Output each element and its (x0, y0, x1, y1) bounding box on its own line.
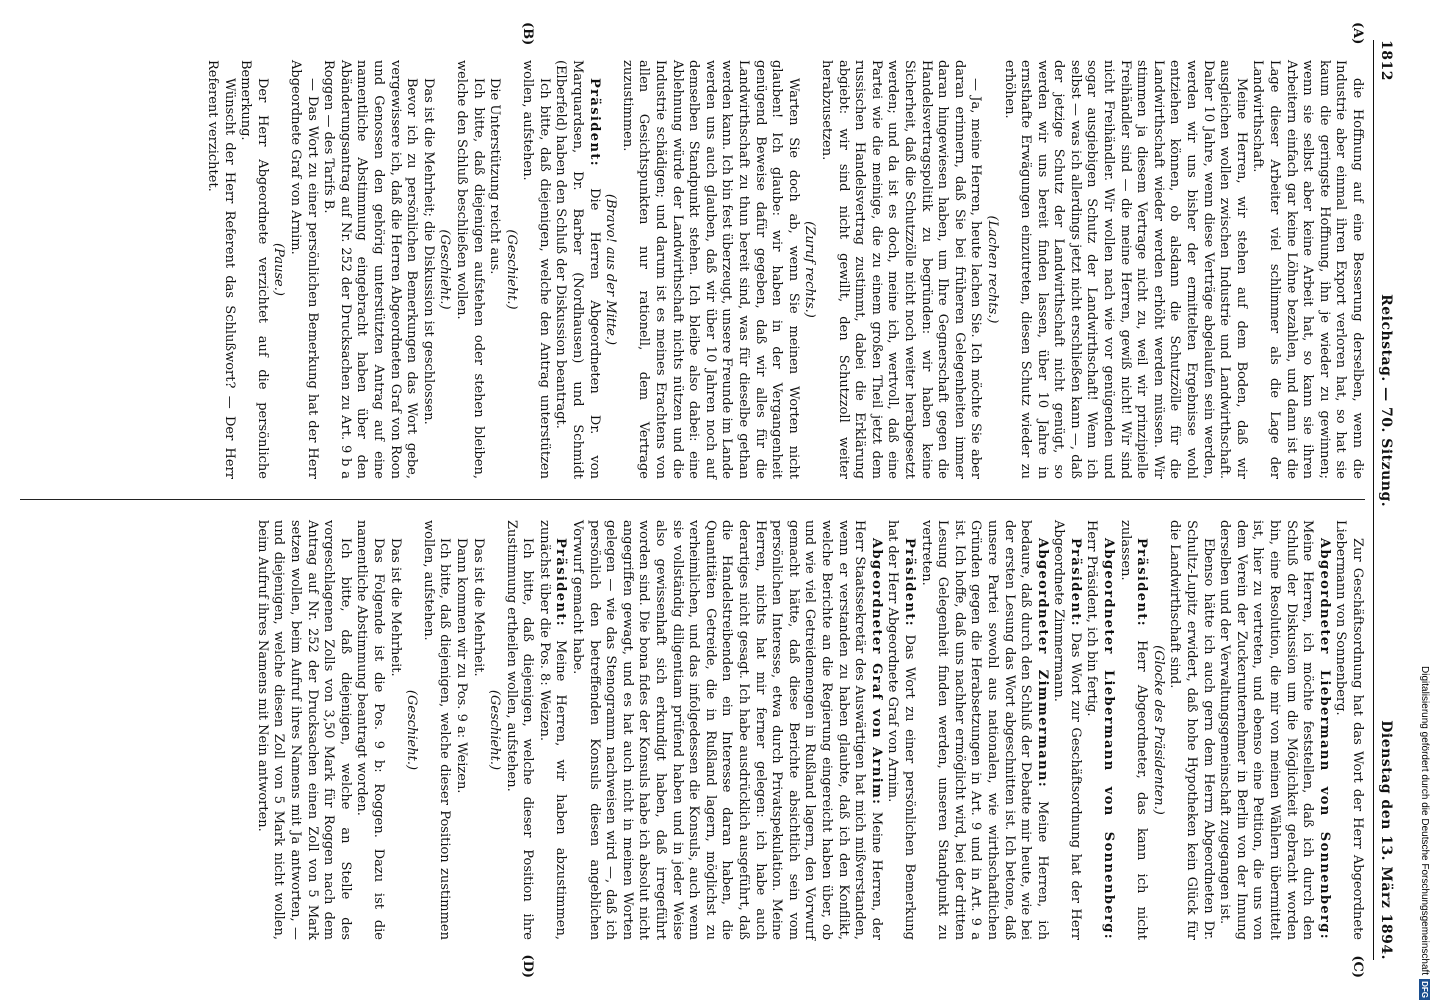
paragraph-text: (Geschieht.) (503, 229, 519, 310)
text-paragraph (618, 60, 801, 479)
paragraph-text: (Bravo! aus der Mitte.) (603, 193, 619, 346)
paragraph-text: Ich bitte, daß diejenigen, welche dieser Position zustimmen wollen, aufstehen. (420, 520, 453, 940)
margin-marker-d: (D) (520, 954, 535, 978)
paragraph-text: Ich bitte, daß diejenigen, welche an Stelle des vorgeschlagenen Zolls von 3,50 Mark für Roggen nach dem Antrag auf Nr. 252 der Drucksachen einen Zoll von 5 Mark setzen wollen, beim Aufruf ihres Namens mit Ja antworten, — und diejenigen, welche diesen Zoll von 5 Mark nicht wollen, beim Aufruf ihres Namens mit Nein antworten. (254, 520, 353, 940)
dfg-logo: DFG (1420, 981, 1429, 998)
text-paragraph (884, 520, 917, 940)
stage-direction (502, 60, 519, 479)
text-paragraph (419, 520, 452, 940)
stage-direction (403, 520, 420, 940)
footer-text: Digitalisierung gefördert durch die Deutsche Forschungsgemeinschaft (1419, 666, 1430, 976)
text-paragraph (1249, 60, 1365, 479)
paragraph-text: Das Folgende ist die Pos. 9 b: Roggen. Dazu ist die namentliche Abstimmung beantragt worden. (354, 520, 386, 940)
session-title: Reichstag. — 70. Sitzung. (1378, 294, 1394, 508)
paragraph-text: Herr Abgeordneter, das kann ich nicht zulassen. (1117, 520, 1150, 940)
page-header (1373, 40, 1394, 960)
text-paragraph (569, 520, 884, 940)
stage-direction (270, 60, 287, 479)
text-paragraph (1216, 520, 1332, 940)
text-paragraph (1116, 520, 1149, 940)
paragraph-text: (Pause.) (271, 243, 287, 296)
session-date: Dienstag den 13. März 1894. (1378, 720, 1394, 960)
speaker-name: Präsident: (901, 538, 917, 627)
paragraph-text: (Lachen rechts.) (984, 215, 1000, 324)
paragraph-text: Das ist die Mehrheit; die Diskussion ist geschlossen. (420, 78, 436, 425)
stage-direction (436, 60, 453, 479)
paragraph-text: Zur Geschäftsordnung hat das Wort der Herr Abgeordnete Liebermann von Sonnenberg. (1333, 520, 1365, 940)
paragraph-text: Die Herren Abgeordneten Dr. von Marquardsen, Dr. Barber (Nordhausen) und Schmidt (Elberfeld) haben den Schluß der Diskussion beantragt. (553, 60, 602, 479)
text-paragraph (452, 60, 485, 479)
stage-direction (1149, 520, 1166, 940)
text-paragraph (286, 60, 319, 479)
stage-direction (983, 60, 1000, 479)
footer-strip (1417, 0, 1432, 1000)
speaker-name: Abgeordneter Liebermann von Sonnenberg: (1101, 538, 1117, 940)
text-paragraph (535, 520, 568, 940)
text-paragraph (1083, 520, 1116, 940)
paragraph-text: Das ist die Mehrheit. (470, 538, 486, 677)
text-paragraph (353, 520, 386, 940)
paragraph-text: Der Herr Abgeordnete verzichtet auf die persönliche Bemerkung. (238, 60, 270, 479)
margin-marker-a: (A) (1350, 22, 1365, 45)
paragraph-text: (Zuruf rechts.) (802, 221, 818, 318)
paragraph-text: — Das Wort zu einer persönlichen Bemerkung hat der Herr Abgeordnete Graf von Arnim. (288, 60, 320, 479)
text-columns (20, 22, 1365, 978)
speaker-name: Abgeordneter Zimmermann: (1034, 538, 1050, 789)
paragraph-text: (Geschieht.) (404, 689, 420, 771)
text-paragraph (253, 520, 353, 940)
speaker-name: Präsident: (553, 538, 569, 627)
text-paragraph (419, 60, 436, 479)
speaker-name: Abgeordneter Liebermann von Sonnenberg: (1316, 538, 1332, 940)
paragraph-text: Das Wort zu einer persönlichen Bemerkung hat der Herr Abgeordnete Graf von Arnim. (885, 520, 917, 940)
text-paragraph (917, 520, 1050, 940)
text-paragraph (486, 60, 503, 479)
text-paragraph (519, 60, 552, 479)
text-paragraph (502, 520, 535, 940)
text-paragraph (817, 60, 983, 479)
text-paragraph (1000, 60, 1249, 479)
paragraph-text: Meine Herren, wir stehen auf dem Boden, daß wir ausgleichen wollen zwischen Industrie und Landwirthschaft. Daher 10 Jahre, wenn diese Verträge abgelaufen sein werden, werden wir uns bisher der ermittelten Ergebnisse wohl entziehen können, ob alsdann die Schutzzölle für die Landwirthschaft wieder werden erhöht werden müssen. Wir stimmen ja diesem Vertrage nicht zu, weil wir prinzipielle Freihändler sind — die meine Herren, gewiß nicht! Wir sind nicht Freihändler. Wir wollen nach wie vor genügenden und sogar ausgiebigen Schutz der Landwirthschaft! Wenn ich selbst — was ich allerdings jetzt nicht erschließen kann —, daß der jetzige Schutz der Landwirthschaft nicht genügt, so werden wir uns bereit finden lassen, über 10 Jahre in ernsthafte Erwägungen einzutreten, diesen Schutz wieder zu erhöhen. (1001, 60, 1249, 479)
speaker-name: Präsident: (1134, 538, 1150, 627)
paragraph-text: (Glocke des Präsidenten.) (1150, 645, 1166, 815)
text-paragraph (1166, 520, 1216, 940)
paragraph-text: Ich bitte, daß diejenigen, welche dieser Position ihre Zustimmung ertheilen wollen, aufstehen. (503, 520, 536, 940)
page-number: 1812 (1378, 40, 1394, 81)
stage-direction (602, 60, 619, 479)
text-paragraph (203, 60, 236, 479)
text-paragraph (1050, 520, 1083, 940)
margin-marker-c: (C) (1350, 955, 1365, 978)
paragraph-text: Bevor ich zu persönlichen Bemerkungen das Wort gebe, vergewissere ich, daß die Herren Abgeordneten Graf von Roon und Genossen den gehörig unterstützten Antrag auf eine namentliche Abstimmung eingebracht haben über den Abänderungsantrag auf Nr. 252 der Drucksachen zu Art. 9 b a Roggen — des Tarifs B. (321, 60, 420, 479)
paragraph-text: Herr Präsident, ich bin fertig. (1084, 520, 1100, 717)
stage-direction (486, 520, 503, 940)
paragraph-text: Meine Herren, der Herr Staatssekretär des Auswärtigen hat mich mißverstanden, wenn er verstanden zu haben glaubte, daß ich den Konflikt, welche Berichte an die Regierung eingereicht haben über, ob und wie viel Getreidemengen in Rußland lagern, den Vorwurf gemacht hätte, daß diese Berichte absichtlich sein vom persönlichen Interesse, etwa durch Privatspekulation. Meine Herren, nichts hat mir ferner gelegen: ich habe auch derartiges nicht gesagt. Ich habe ausdrücklich ausgeführt, daß die Handelstreibenden ein Interesse daran haben, die Quantitäten Getreide, die in Rußland lagern, möglichst zu verheimlichen, und das infolgedessen die Konsuls, auch wenn sie vollständig diligentiam prüfend haben und in jeder Weise also gewissenhaft sich erkundigt haben, daß irregeführt worden sind. Die bona fides der Konsuls habe ich absolut nicht angegriffen gewagt, und es hat auch nicht in meinen Worten gelegen — wie das Stenogramm nachweisen wird —, daß ich persönlich den betreffenden Konsuls diesen angeblichen Vorwurf gemacht habe. (570, 520, 884, 940)
paragraph-text: (Geschieht.) (437, 229, 453, 310)
paragraph-text: die Hoffnung auf eine Besserung derselben, wenn die Industrie aber einmal ihren Export verloren hat, so hat sie kaum die geringste Hoffnung, ihn je wieder zu gewinnen; wenn sie selbst aber keine Arbeit hat, so kann sie ihren Arbeitern einfach gar keine Löhne bezahlen, und dann ist die Lage dieser Arbeiter viel schlimmer als die Lage der Landwirthschaft. (1250, 60, 1365, 479)
text-paragraph (452, 520, 469, 940)
paragraph-text: Das Wort zur Geschäftsordnung hat der Herr Abgeordnete Zimmermann. (1051, 520, 1083, 940)
paragraph-text: Meine Herren, wir haben abzustimmen, zunächst über die Pos. 8: Weizen. (536, 520, 569, 940)
margin-marker-b: (B) (520, 22, 535, 46)
paragraph-text: Ich bitte, daß diejenigen aufstehen oder stehen bleiben, welche den Schluß beschließen wollen. (453, 60, 486, 479)
paragraph-text: — Ja, meine Herren, heute lachen Sie. Ich möchte Sie aber daran erinnern, daß Sie bei früheren Gelegenheiten immer daran hingewiesen haben, um Ihre Gegnerschaft gegen die Handelsvertragspolitik zu begründen: wir haben keine Sicherheit, daß die Schutzzölle nicht noch weiter herabgesetzt werden; und da ist es doch, meine ich, wertvoll, daß eine Partei wie die meinige, die zu einem großen Theil jetzt dem russischen Handelsvertrag zustimmt, dabei die Erklärung abgiebt: wir sind nicht gewillt, den Schutzzoll weiter herabzusetzen. (819, 60, 984, 479)
text-paragraph (386, 520, 403, 940)
paragraph-text: Das ist die Mehrheit. (387, 538, 403, 677)
paragraph-text: (Geschieht.) (487, 689, 503, 771)
speaker-name: Abgeordneter Graf von Arnim: (868, 538, 884, 806)
paragraph-text: Ebenso hätte ich auch gern dem Herrn Abgeordneten Dr. Schultz-Lupitz erwidert, daß hohe Hypotheken kein Glück für die Landwirthschaft sind. (1167, 520, 1216, 940)
speaker-name: Präsident: (586, 78, 602, 167)
stage-direction (801, 60, 818, 479)
paragraph-text: Dann kommen wir zu Pos. 9 a: Weizen. (453, 538, 469, 794)
paragraph-text: Meine Herren, ich bedaure, daß durch den Schluß der Debatte mir heute, wie bei der ersten Lesung das Wort abgeschnitten ist. Ich betone, daß unsere Partei sowohl aus nationalen, wie wirthschaftlichen Gründen gegen die Herabsetzungen in Art. 9 und in Art. 9 a ist. Ich hoffe, daß uns nachher ermöglicht wird, bei der dritten Lesung Gelegenheit finden werden, unseren Standpunkt zu vertreten. (918, 520, 1050, 940)
text-paragraph (320, 60, 420, 479)
text-paragraph (469, 520, 486, 940)
paragraph-text: Ich bitte, daß diejenigen, welche den Antrag unterstützen wollen, aufstehen. (520, 60, 552, 479)
left-column-body (203, 60, 1365, 479)
speaker-name: Präsident: (1067, 538, 1083, 627)
right-column-body (253, 520, 1365, 940)
text-paragraph (552, 60, 602, 479)
left-column (20, 22, 1365, 500)
text-paragraph (1332, 520, 1365, 940)
rotated-page (2, 0, 1412, 1000)
text-paragraph (237, 60, 270, 479)
paragraph-text: Meine Herren, ich möchte feststellen, daß ich durch den Schluß der Diskussion um die Möglichkeit gebracht worden bin, eine Resolution, die mir von meinen Wählern übermittelt ist, hier zu vertreten, und ebenso eine Petition, die uns von dem Verein der Zuckerunternehmer in Berlin von der Innung derselben und der Verwaltungsgemeinschaft zugegangen ist. (1217, 520, 1316, 940)
right-column (20, 500, 1365, 978)
paragraph-text: Wünscht der Herr Referent das Schlußwort? — Der Herr Referent verzichtet. (205, 60, 237, 479)
paragraph-text: Warten Sie doch ab, wenn Sie meinen Worten nicht glauben! Ich glaube: wir haben in der Vergangenheit genügend Beweise dafür gegeben, daß wir alles für die Landwirthschaft zu thun bereit sind, was für dieselbe gethan werden kann. Ich bin fest überzeugt, unsere Freunde im Lande werden uns auch glauben, daß wir über 10 Jahren noch auf demselben Standpunkt stehen. Ich bleibe also dabei: eine Ablehnung würde der Landwirthschaft nichts nützen und die Industrie schädigen; und darum ist es meines Erachtens von allen Gesichtspunkten nur rationell, dem Vertrage zuzustimmen. (619, 60, 801, 479)
paragraph-text: Die Unterstützung reicht aus. (487, 78, 503, 275)
